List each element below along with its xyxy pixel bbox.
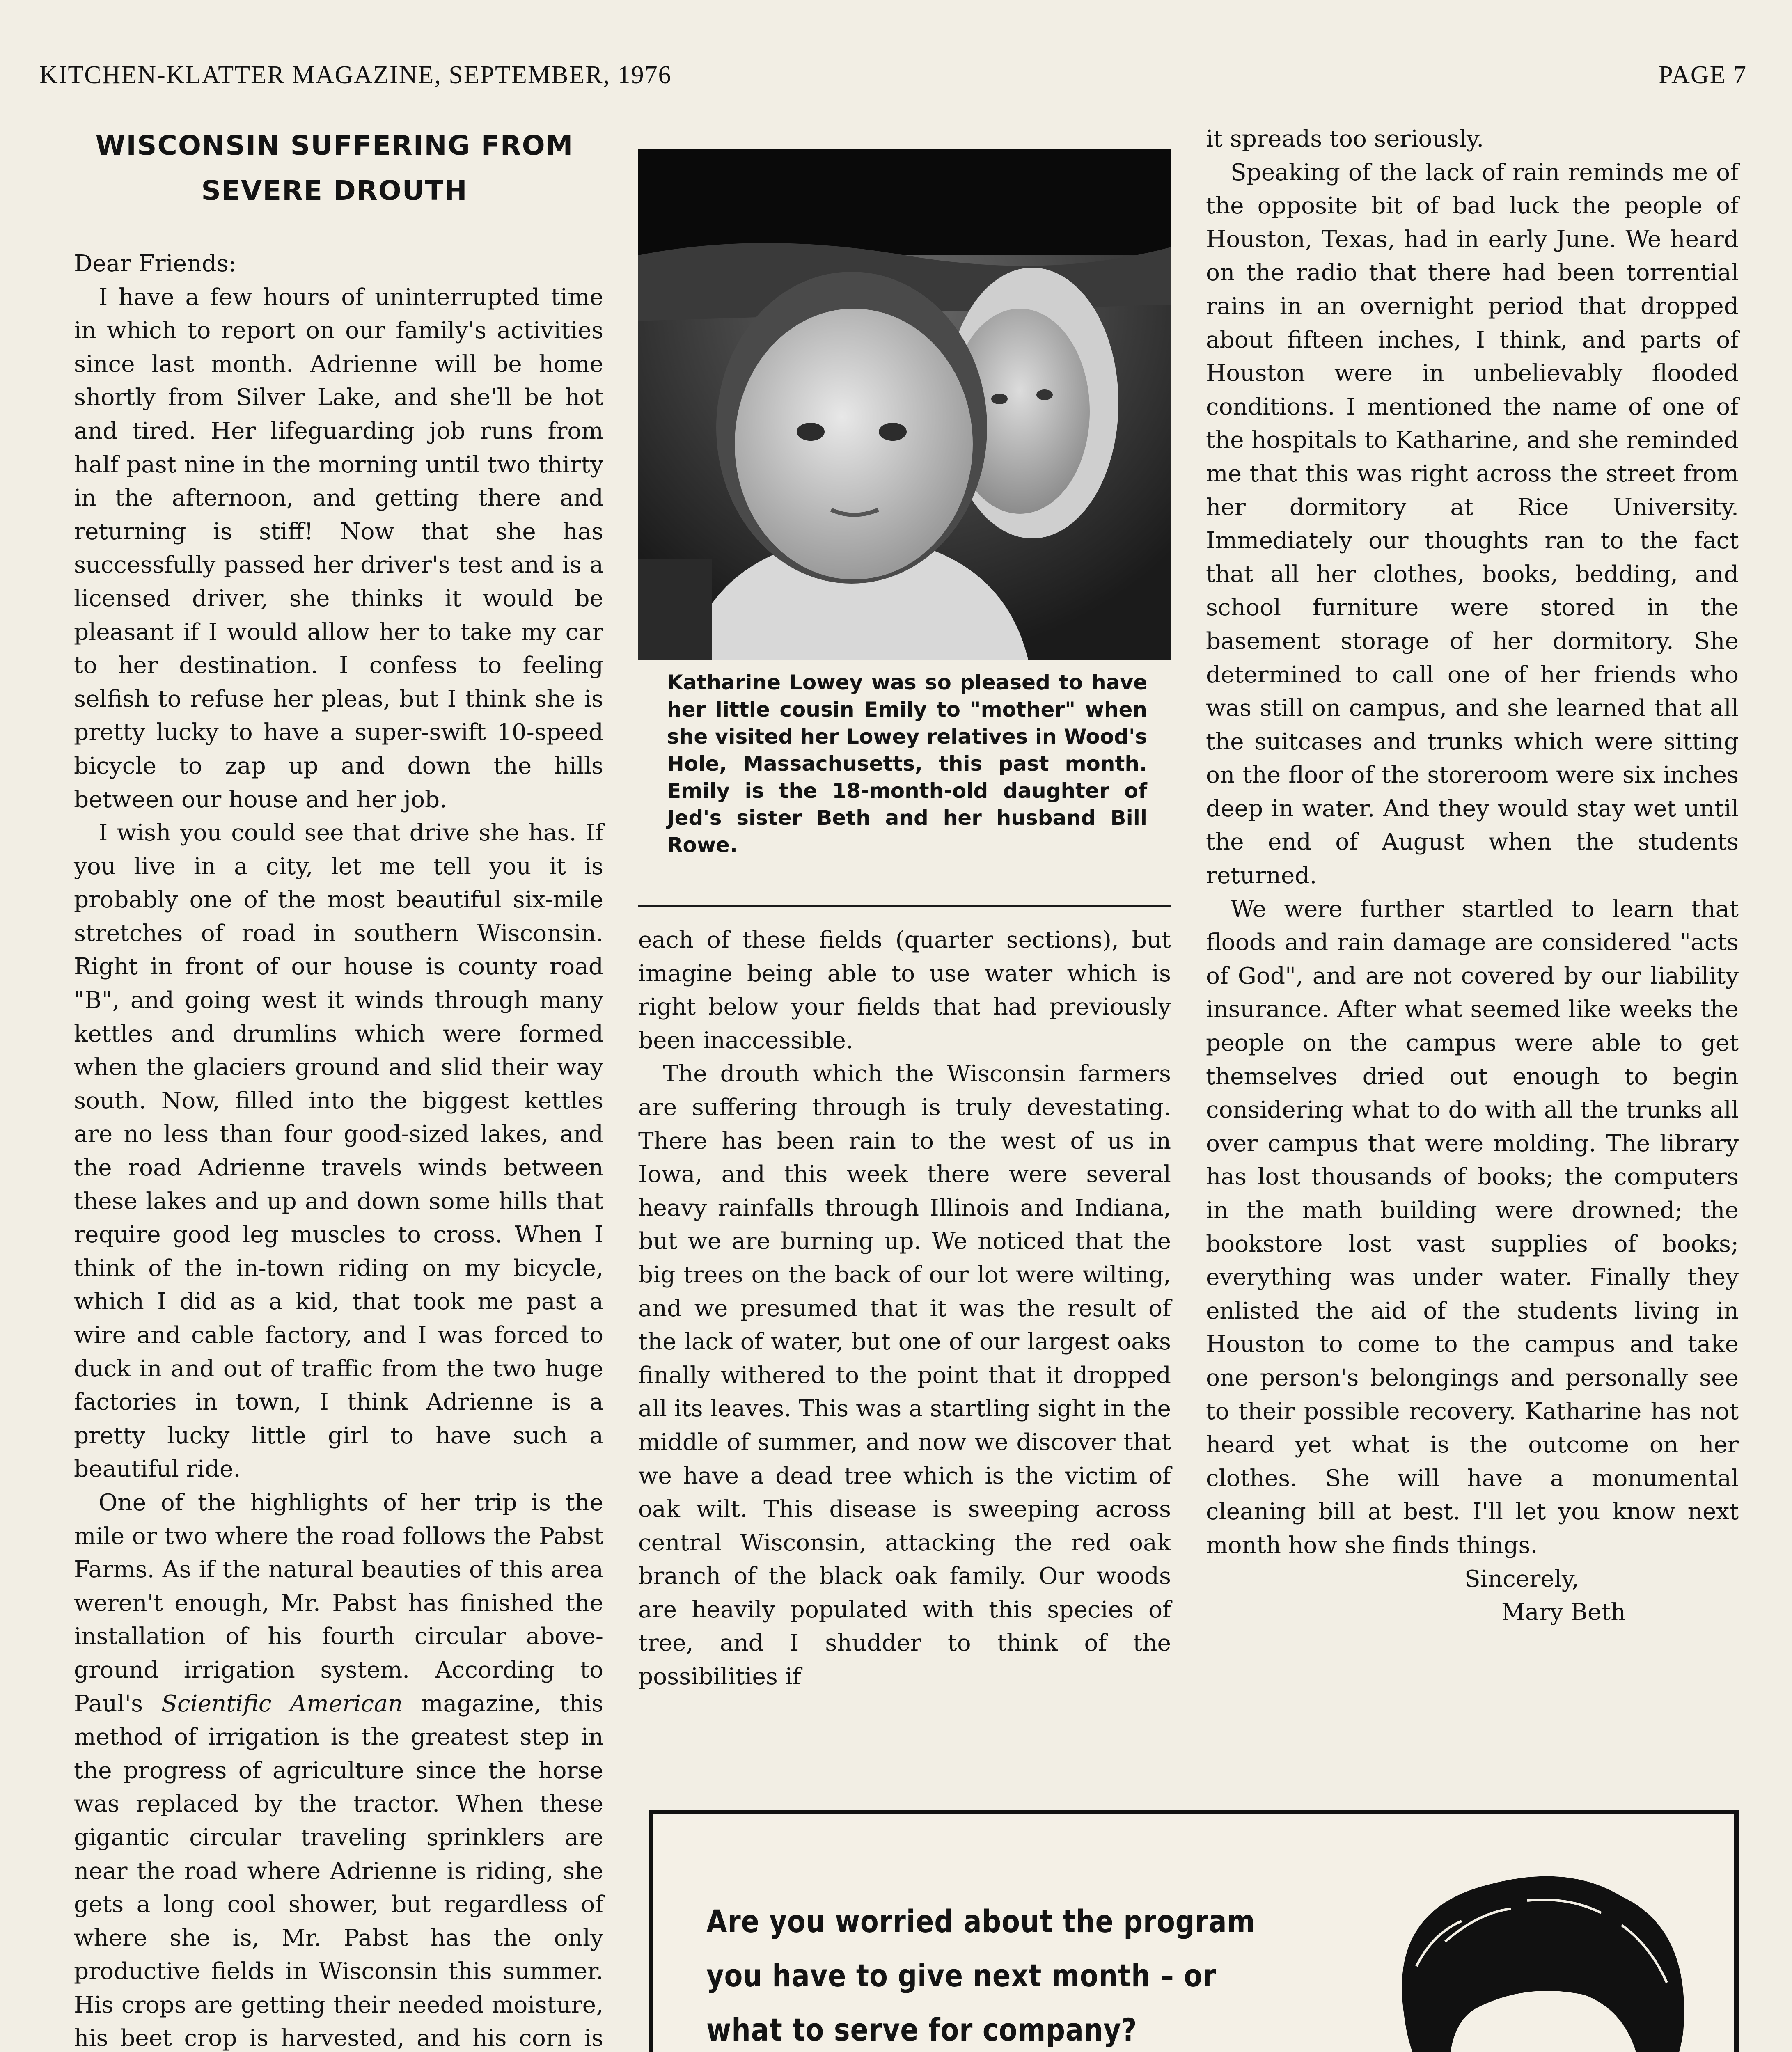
article-column-1 xyxy=(74,247,603,2052)
magazine-title: Scientific American xyxy=(161,1690,403,1717)
article-column-3 xyxy=(1206,122,1739,1629)
closing: Sincerely, xyxy=(1464,1565,1579,1592)
paragraph: each of these fields (quarter sections), but imagine being able to use water which is right below your fields that had previously been inaccessible. xyxy=(638,927,1171,1054)
page-number: PAGE 7 xyxy=(1659,61,1747,89)
paragraph: Speaking of the lack of rain reminds me of the opposite bit of bad luck the people of Houston, Texas, had in early June. We heard on the radio that there had been torrential rains in an overnight period that dropped about fifteen inches, I think, and parts of Houston were in unbelievably flooded conditions. I mentioned the name of one of the hospitals to Katharine, and she reminded me that this was right across the street from her dormitory at Rice University. Immediately our thoughts ran to the fact that all her clothes, books, bedding, and school furniture were stored in the basement storage of her dormitory. She determined to call one of her friends who was still on campus, and she learned that all the suitcases and trunks which were sitting on the floor of the storeroom were six inches deep in water. And they would stay wet until the end of August when the students returned. xyxy=(1206,159,1739,889)
ad-line: what to serve for company? xyxy=(706,2011,1137,2048)
paragraph: it spreads too seriously. xyxy=(1206,126,1484,152)
paragraph: I have a few hours of uninterrupted time in which to report on our family's activities since last month. Adrienne will be home shortly from Silver Lake, and she'll be hot and tired. Her lifeguarding job runs from half past nine in the morning until two thirty in the afternoon, and getting there and returning is stiff! Now that she has successfully passed her driver's test and is a licensed driver, she thinks it would be pleasant if I would allow her to take my car to her destination. I confess to feeling selfish to refuse her pleas, but I think she is pretty lucky to have a super-swift 10-speed bicycle to zap up and down the hills between our house and her job. xyxy=(74,284,603,813)
page-header xyxy=(39,61,1747,94)
photo xyxy=(638,149,1171,660)
salutation: Dear Friends: xyxy=(74,250,236,277)
woman-illustration xyxy=(1355,1860,1716,2052)
article-column-2 xyxy=(638,923,1171,1694)
ad-line: Are you worried about the program xyxy=(706,1903,1256,1940)
paragraph: One of the highlights of her trip is the mile or two where the road follows the Pabst Farms. As if the natural beauties of this area weren't enough, Mr. Pabst has finished the installation of his fourth circular above-ground irrigation system. According to Paul's Scientific American magazine, this method of irrigation is the greatest step in the progress of agriculture since the horse was replaced by the tractor. When these gigantic circular traveling sprinklers are near the road where Adrienne is riding, she gets a long cool shower, but regardless of where she is, Mr. Pabst has the only productive fields in Wisconsin this summer. His crops are getting their needed moisture, his beet crop is harvested, and his corn is xyxy=(74,1489,603,2052)
signature: Mary Beth xyxy=(1501,1599,1626,1626)
photo-caption: Katharine Lowey was so pleased to have her little cousin Emily to "mother" when she visited her Lowey relatives in Wood's Hole, Massachusetts, this past month. Emily is the 18-month-old daughter of Jed's sister Beth and her husband Bill Rowe. xyxy=(667,671,1147,857)
divider xyxy=(638,905,1171,907)
paragraph: The drouth which the Wisconsin farmers are suffering through is truly devestating. There has been rain to the west of us in Iowa, and this week there were several heavy rainfalls through Illinois and Indiana, but we are burning up. We noticed that the big trees on the back of our lot were wilting, and we presumed that it was the result of the lack of water, but one of our largest oaks finally withered to the point that it dropped all its leaves. This was a startling sight in the middle of summer, and now we discover that we have a dead tree which is the victim of oak wilt. This disease is sweeping across central Wisconsin, attacking the red oak branch of the black oak family. Our woods are heavily populated with this species of tree, and I shudder to think of the possibilities if xyxy=(638,1060,1171,1690)
photo-illustration xyxy=(638,149,1171,660)
article-title-line: WISCONSIN SUFFERING FROM xyxy=(95,130,574,161)
ad-line: you have to give next month – or xyxy=(706,1957,1217,1994)
subscription-ad xyxy=(649,1810,1739,2052)
masthead: KITCHEN-KLATTER MAGAZINE, SEPTEMBER, 1976 xyxy=(39,61,672,89)
paragraph: I wish you could see that drive she has. If you live in a city, let me tell you it is probably one of the most beautiful six-mile stretches of road in southern Wisconsin. Right in front of our house is county road "B", and going west it winds through many kettles and drumlins which were formed when the glaciers ground and slid their way south. Now, filled into the biggest kettles are no less than four good-sized lakes, and the road Adrienne travels winds between these lakes and up and down some hills that require good leg muscles to cross. When I think of the in-town riding on my bicycle, which I did as a kid, that took me past a wire and cable factory, and I was forced to duck in and out of traffic from the two huge factories in town, I think Adrienne is a pretty lucky little girl to have such a beautiful ride. xyxy=(74,820,603,1483)
paragraph: We were further startled to learn that floods and rain damage are considered "acts of God", and are not covered by our liability insurance. After what seemed like weeks the people on the campus were able to get themselves dried out enough to begin considering what to do with all the trunks all over campus that were molding. The library has lost thousands of books; the computers in the math building were drowned; the bookstore lost vast supplies of books; everything was under water. Finally they enlisted the aid of the students living in Houston to come to the campus and take one person's belongings and personally see to their possible recovery. Katharine has not heard yet what is the outcome on her clothes. She will have a monumental cleaning bill at best. I'll let you know next month how she finds things. xyxy=(1206,895,1739,1559)
article-title xyxy=(74,123,595,213)
ad-question xyxy=(706,1894,1255,2052)
article-title-line: SEVERE DROUTH xyxy=(201,175,468,206)
